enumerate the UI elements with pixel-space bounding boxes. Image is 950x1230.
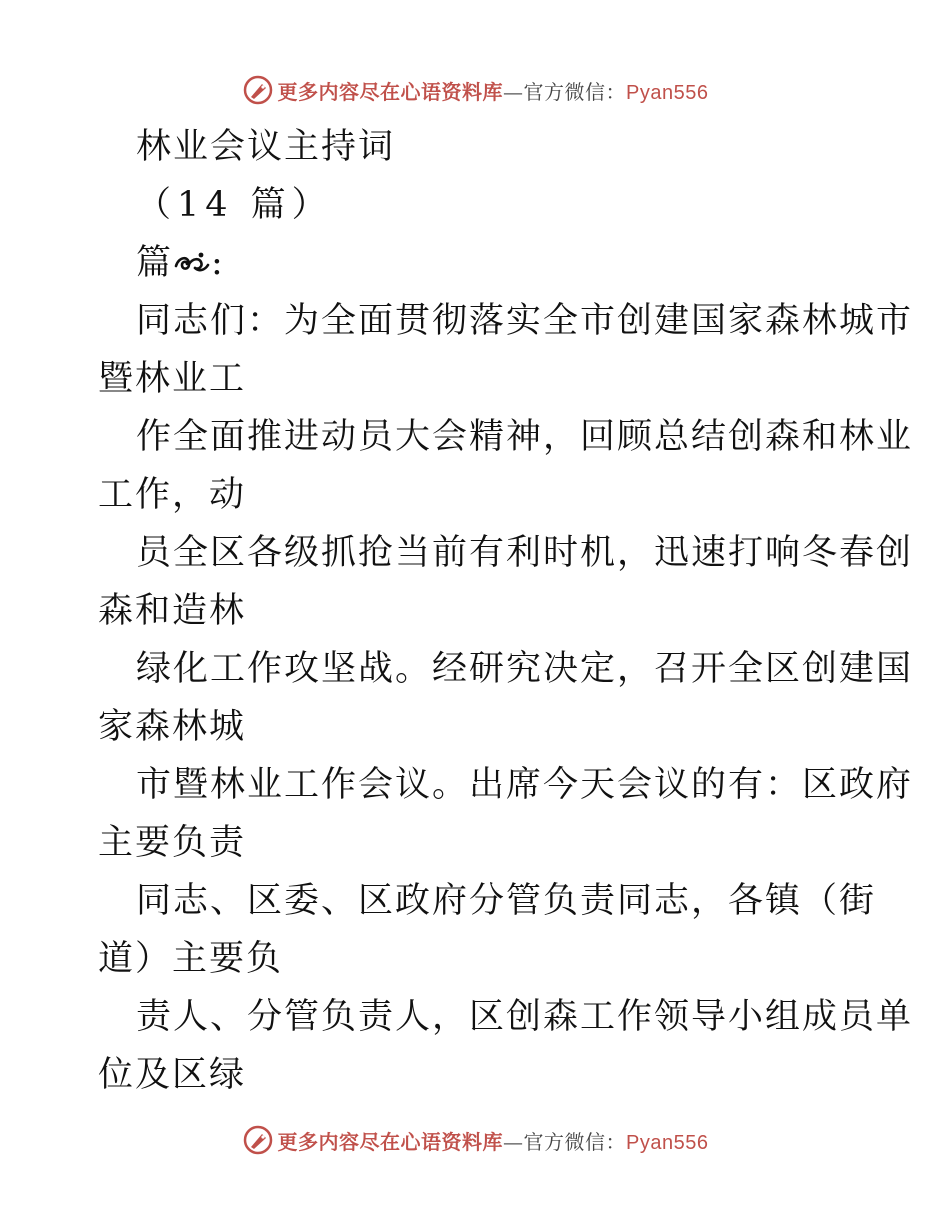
- header-banner: [0, 70, 950, 110]
- body-line: 暨林业工: [98, 359, 247, 399]
- body-line: 同志们：为全面贯彻落实全市创建国家森林城市: [136, 301, 914, 341]
- body-line: 市暨林业工作会议。出席今天会议的有：区政府: [136, 765, 914, 805]
- body-line: 责人、分管负责人，区创森工作领导小组成员单: [136, 997, 914, 1037]
- ornament-icon: [173, 248, 211, 278]
- document-body: [98, 118, 914, 1104]
- banner-wechat-id: Pyan556: [626, 1131, 709, 1154]
- body-line: 作全面推进动员大会精神，回顾总结创森和林业: [136, 417, 914, 457]
- footer-banner: [0, 1120, 950, 1160]
- section-heading: [98, 234, 858, 292]
- banner-main-text: 更多内容尽在心语资料库: [277, 1129, 504, 1154]
- body-line: 工作，动: [98, 475, 247, 515]
- banner-text: [278, 1126, 709, 1155]
- body-line: 员全区各级抓抢当前有利时机，迅速打响冬春创: [136, 533, 914, 573]
- banner-dash: —: [503, 79, 524, 104]
- pen-nib-icon: [242, 74, 274, 106]
- body-line: 同志、区委、区政府分管负责同志，各镇（街: [136, 881, 877, 921]
- banner-wechat-id: Pyan556: [626, 81, 709, 104]
- body-line: 道）主要负: [98, 939, 284, 979]
- banner-dash: —: [503, 1129, 524, 1154]
- document-subtitle: （14 篇）: [136, 185, 333, 225]
- body-line: 位及区绿: [98, 1055, 247, 1095]
- banner-text: [278, 76, 709, 105]
- body-lines: [98, 292, 914, 1104]
- body-line: 森和造林: [98, 591, 247, 631]
- banner-label: 官方微信：: [523, 1129, 627, 1154]
- section-label: 篇: [136, 243, 174, 283]
- section-colon: :: [211, 243, 225, 283]
- banner-label: 官方微信：: [523, 79, 627, 104]
- pen-nib-icon: [242, 1124, 274, 1156]
- document-title: 林业会议主持词: [136, 127, 396, 167]
- body-line: 绿化工作攻坚战。经研究决定，召开全区创建国: [136, 649, 914, 689]
- banner-main-text: 更多内容尽在心语资料库: [277, 79, 504, 104]
- body-line: 家森林城: [98, 707, 247, 747]
- body-line: 主要负责: [98, 823, 247, 863]
